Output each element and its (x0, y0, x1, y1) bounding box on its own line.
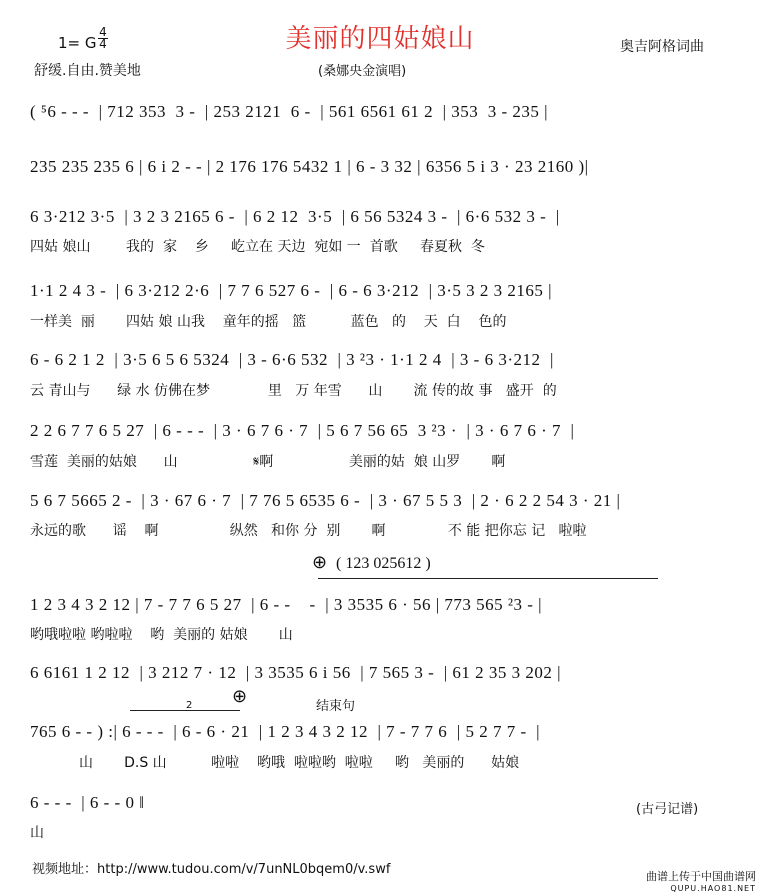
time-signature (98, 27, 108, 50)
notes-row-8: 1 2 3 4 3 2 12 | 7 - 7 7 6 5 27 | 6 - - - | 3 3535 6 · 56 | 773 565 ²3 - | (30, 595, 543, 614)
score-row-10 (30, 722, 740, 750)
lyrics-line-4: 雪莲 美丽的姑娘 山 𝄋啊 美丽的姑 娘 山罗 啊 (30, 454, 506, 470)
lyrics-line-8: 山 D.S 山 啦啦 哟哦 啦啦哟 啦啦 哟 美丽的 姑娘 (30, 755, 520, 771)
volta-bracket (130, 710, 240, 711)
composer-credit: 奥吉阿格词曲 (620, 39, 704, 55)
time-top: 4 (99, 25, 107, 39)
lyrics-line-5: 永远的歌 谣 啊 纵然 和你 分 别 啊 不 能 把你忘 记 啦啦 (30, 523, 587, 539)
score-row-4 (30, 281, 740, 309)
lyrics-line-9: 山 (30, 825, 44, 841)
lyrics-line-2: 一样美 丽 四姑 娘 山我 童年的摇 篮 蓝色 的 天 白 色的 (30, 314, 507, 330)
notes-row-7: 5 6 7 5665 2 - | 3 · 67 6 · 7 | 7 76 5 6535 6 - | 3 · 67 5 5 3 | 2 · 6 2 2 54 3 · 21 | (30, 491, 621, 510)
score-row-3 (30, 207, 740, 235)
notes-row-1: ( ⁵6 - - - | 712 353 3 - | 253 2121 6 - | 561 6561 61 2 | 353 3 - 235 | (30, 102, 549, 121)
score-row-6 (30, 421, 740, 449)
notes-row-11: 6 - - - | 6 - - 0 ‖ (30, 793, 145, 812)
video-label: 视频地址： (32, 862, 98, 877)
score-row-11 (30, 793, 740, 821)
score-row-1 (30, 102, 740, 130)
notes-row-4: 1·1 2 4 3 - | 6 3·212 2·6 | 7 7 6 527 6 - | 6 - 6 3·212 | 3·5 3 2 3 2165 | (30, 281, 553, 300)
time-bottom: 4 (99, 37, 107, 51)
score-row-2 (30, 157, 740, 185)
video-address (32, 858, 390, 877)
tempo-marking: 舒缓.自由.赞美地 (34, 63, 141, 79)
prelude-insert: ( 123 025612 ) (336, 555, 431, 572)
source-line-2: QUPU.HAO81.NET (670, 884, 756, 893)
transcriber-credit: (古弓记谱) (636, 802, 699, 817)
notes-row-2: 235 235 235 6 | 6 i 2 - - | 2 176 176 5432 1 | 6 - 3 32 | 6356 5 i 3 · 23 2160 )| (30, 157, 589, 176)
video-url[interactable]: http://www.tudou.com/v/7unNL0bqem0/v.swf (97, 862, 391, 877)
source-line-1: 曲谱上传于中国曲谱网 (646, 870, 756, 883)
volta-number: 2 (186, 700, 193, 711)
coda-sign-1: ⊕ (312, 552, 328, 573)
notes-row-3: 6 3·212 3·5 | 3 2 3 2165 6 - | 6 2 12 3·5 | 6 56 5324 3 - | 6·6 532 3 - | (30, 207, 560, 226)
insert-bracket-line (318, 578, 658, 579)
score-row-9 (30, 663, 740, 691)
score-row-8 (30, 595, 740, 623)
lyrics-line-1: 四姑 娘山 我的 家 乡 屹立在 天边 宛如 一 首歌 春夏秋 冬 (30, 239, 485, 255)
key-signature: 1= G (58, 34, 97, 52)
lyrics-line-6: 哟哦啦啦 哟啦啦 哟 美丽的 姑娘 山 (30, 627, 293, 643)
source-watermark (632, 868, 756, 893)
score-row-7 (30, 491, 740, 519)
singer-credit: (桑娜央金演唱) (318, 64, 407, 79)
score-row-5 (30, 350, 740, 378)
notes-row-10: 765 6 - - ) :| 6 - - - | 6 - 6 · 21 | 1 2 3 4 3 2 12 | 7 - 7 7 6 | 5 2 7 7 - | (30, 722, 541, 741)
notes-row-9: 6 6161 1 2 12 | 3 212 7 · 12 | 3 3535 6 i 56 | 7 565 3 - | 61 2 35 3 202 | (30, 663, 562, 682)
notes-row-6: 2 2 6 7 7 6 5 27 | 6 - - - | 3 · 6 7 6 · 7 | 5 6 7 56 65 3 ²3 · | 3 · 6 7 6 · 7 | (30, 421, 575, 440)
coda-sign-2: ⊕ (232, 686, 248, 707)
notes-row-5: 6 - 6 2 1 2 | 3·5 6 5 6 5324 | 3 - 6·6 532 | 3 ²3 · 1·1 2 4 | 3 - 6 3·212 | (30, 350, 554, 369)
lyrics-line-3: 云 青山与 绿 水 仿佛在梦 里 万 年雪 山 流 传的故 事 盛开 的 (30, 383, 557, 399)
ending-label: 结束句 (316, 699, 356, 714)
page-title: 美丽的四姑娘山 (285, 24, 475, 54)
